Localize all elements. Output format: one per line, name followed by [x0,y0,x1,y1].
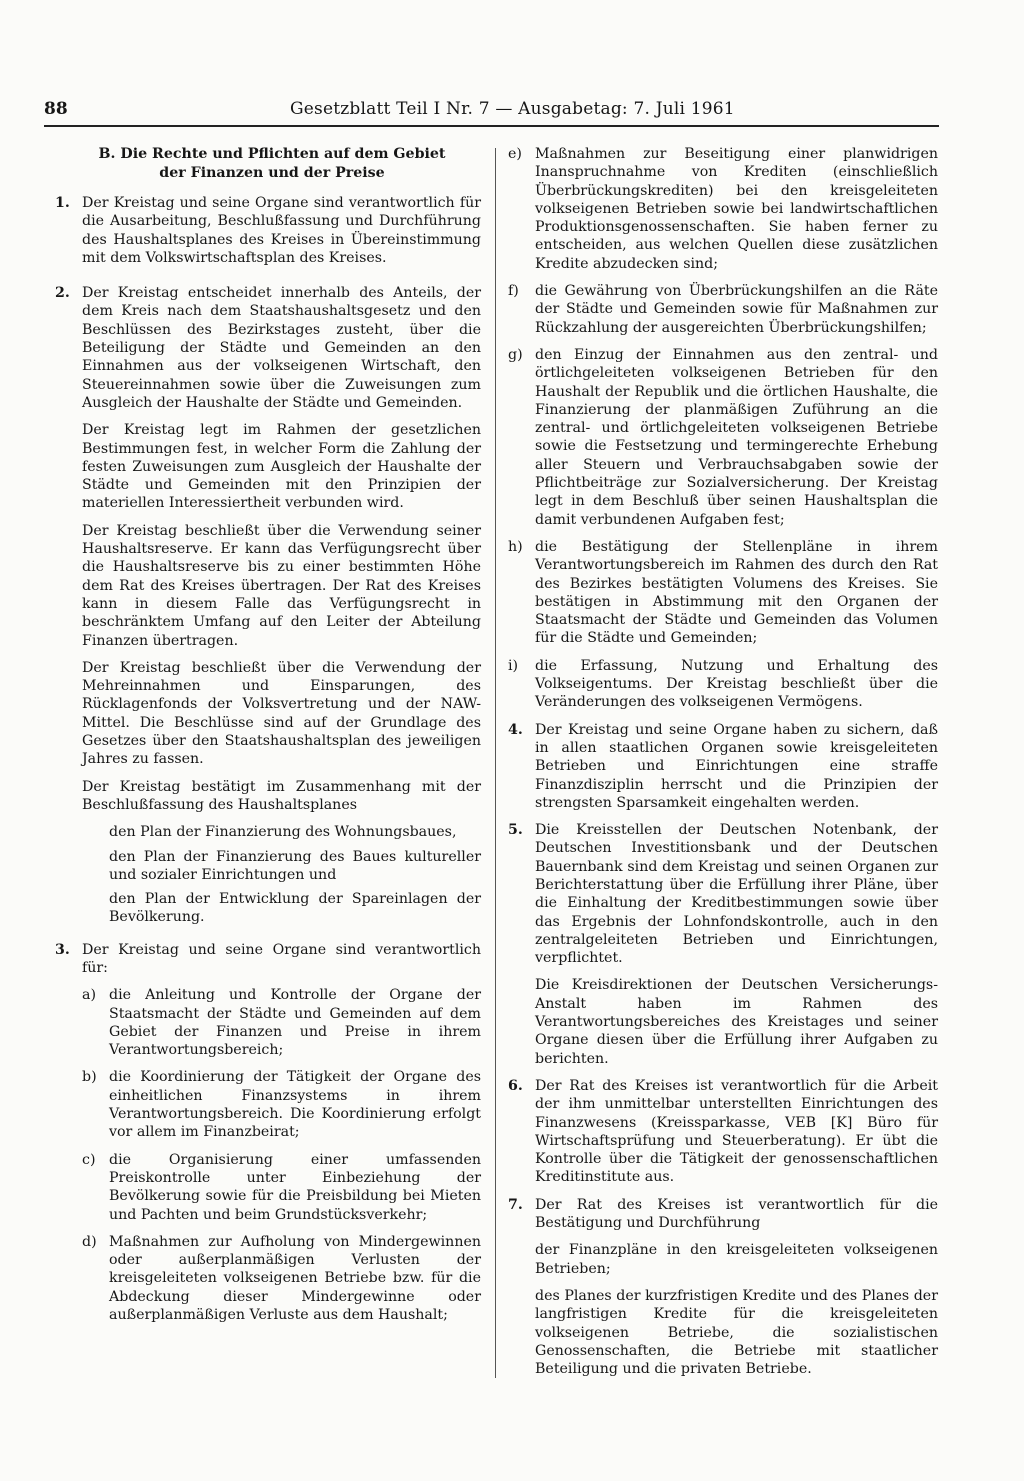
item-number: 7. [508,1196,523,1213]
item-text: Der Kreistag und seine Organe sind verantwortlich für: [82,941,481,976]
page-number: 88 [44,99,68,119]
item-text: Der Kreistag und seine Organe sind verantwortlich für die Ausarbeitung, Beschlußfassung und Durchführung des Haushaltsplanes des Kreises in Übereinstimmung mit dem Volkswirtschaftsplan des Kreises. [82,195,481,266]
paragraph: Der Kreistag bestätigt im Zusammenhang mit der Beschlußfassung des Haushaltsplanes [82,778,481,813]
column-divider [495,148,496,1378]
indented-paragraph: den Plan der Entwicklung der Spareinlagen der Bevölkerung. [109,891,481,926]
item-3 [55,941,481,978]
item-text: Der Kreistag entscheidet innerhalb des Anteils, der dem Kreis nach dem Staatshaushaltsgesetz und den Beschlüssen des Bezirkstages zusteht, über die Beteiligung der Städte und Gemeinden an den Einnahmen aus der volkseigenen Wirtschaft, den Steuereinnahmen sowie über die Zuweisungen zum Ausgleich der Haushalte der Städte und Gemeinden. [82,285,481,411]
item-4 [508,721,938,812]
sub-items [82,986,481,1324]
sub-item-c: c) die Organisierung einer umfassenden Preiskontrolle unter Einbeziehung der Bevölkerung sowie für die Preisbildung bei Mieten und Pachten und beim Grundstücksverkehr; [82,1151,481,1223]
paragraph: Der Kreistag legt im Rahmen der gesetzlichen Bestimmungen fest, in welcher Form die Zahlung der festen Zuweisungen zum Ausgleich der Haushalte der Städte und Gemeinden mit den Prinzipien der materiellen Interessiertheit verbunden wird. [82,422,481,512]
sub-item-b: b) die Koordinierung der Tätigkeit der Organe des einheitlichen Finanzsystems in ihrem Verantwortungsbereich. Die Koordinierung erfolgt vor allem im Finanzbeirat; [82,1069,481,1141]
header-rule [44,125,939,127]
header-title: Gesetzblatt Teil I Nr. 7 — Ausgabetag: 7. Juli 1961 [290,99,735,119]
sub-item-h: h) die Bestätigung der Stellenpläne in ihrem Verantwortungsbereich im Rahmen des durch den Rat des Bezirkes bestätigten Volumens des Kreises. Sie bestätigen in Abstimmung mit den Organen der Staatsmacht der Städte und Gemeinden das Volumen für die Städte und Gemeinden; [508,538,938,647]
paragraph: Der Kreistag beschließt über die Verwendung der Mehreinnahmen und Einsparungen, des Rücklagenfonds der Volksvertretung und der NAW-Mittel. Die Beschlüsse sind auf der Grundlage des Gesetzes über den Staatshaushaltsplan des jeweiligen Jahres zu fassen. [82,659,481,768]
sub-item-d: d) Maßnahmen zur Aufholung von Mindergewinnen oder außerplanmäßigen Verlusten der kreisgeleiteten volkseigenen Betriebe bzw. für die Abdeckung dieser Mindergewinne oder außerplanmäßigen Verluste aus dem Haushalt; [82,1233,481,1324]
indented-paragraph: der Finanzpläne in den kreisgeleiteten volkseigenen Betrieben; [535,1242,938,1277]
item-number: 2. [55,285,70,302]
paragraph: Die Kreisdirektionen der Deutschen Versicherungs-Anstalt haben im Rahmen des Verantwortungsbereiches des Kreistages und seiner Organe diesen über die Erfüllung ihrer Aufgaben zu berichten. [535,977,938,1067]
item-text: Der Rat des Kreises ist verantwortlich für die Bestätigung und Durchführung [535,1196,938,1232]
indented-paragraph: den Plan der Finanzierung des Baues kultureller und sozialer Einrichtungen und [109,848,481,883]
item-number: 6. [508,1077,523,1094]
item-6 [508,1077,938,1187]
item-7 [508,1196,938,1233]
sub-item-e: e) Maßnahmen zur Beseitigung einer planwidrigen Inanspruchnahme von Krediten (einschließlich Überbrückungskrediten) bei den kreisgeleiteten volkseigenen Betrieben sowie bei landwirtschaftlichen Produktionsgenossenschaften. Sie haben ferner zu entscheiden, aus welchen Quellen diese zusätzlichen Kredite abzudecken sind; [508,146,938,272]
sub-item-i: i) die Erfassung, Nutzung und Erhaltung des Volkseigentums. Der Kreistag beschließt über die Veränderungen des volkseigenen Vermögens. [508,657,938,711]
sub-item-a: a) die Anleitung und Kontrolle der Organe der Staatsmacht der Städte und Gemeinden auf dem Gebiet der Finanzen und Preise in ihrem Verantwortungsbereich; [82,987,481,1059]
indented-paragraph: den Plan der Finanzierung des Wohnungsbaues, [109,824,457,841]
left-column [55,145,481,1333]
paragraph: Der Kreistag beschließt über die Verwendung seiner Haushaltsreserve. Er kann das Verfügungsrecht über die Haushaltsreserve bis zu einer bestimmten Höhe dem Rat des Kreises übertragen. Der Rat des Kreises kann in diesem Falle das Verfügungsrecht in beschränktem Umfang auf den Leiter der Abteilung Finanzen übertragen. [82,522,481,649]
sub-item-g: g) den Einzug der Einnahmen aus den zentral- und örtlichgeleiteten volkseigenen Betrieben für den Haushalt der Republik und die örtlichen Haushalte, die Finanzierung der planmäßigen Zuführung an die zentral- und örtlichgeleiteten volkseigenen Betriebe sowie die Festsetzung und termingerechte Erhebung aller Steuern und Verbrauchsabgaben sowie der Pflichtbeiträge zur Sozialversicherung. Der Kreistag legt in dem Beschluß über seinen Haushaltsplan die damit verbundenen Aufgaben fest; [508,346,938,528]
item-number: 5. [508,822,523,839]
right-column [508,145,938,1387]
item-2 [55,284,481,412]
item-5 [508,821,938,967]
item-number: 4. [508,721,523,738]
item-number: 1. [55,195,70,211]
item-text: Der Kreistag und seine Organe haben zu sichern, daß in allen staatlichen Organen sowie kreisgeleiteten Betrieben und Einrichtungen eine straffe Finanzdisziplin herrscht und die Prinzipien der strengsten Sparsamkeit eingehalten werden. [535,721,938,811]
item-text: Der Rat des Kreises ist verantwortlich für die Arbeit der ihm unmittelbar unterstellten Einrichtungen des Finanzwesens (Kreissparkasse, VEB [K] Büro für Wirtschaftsprüfung und Steuerberatung). Er übt die Kontrolle über die Tätigkeit der genossenschaftlichen Kreditinstitute aus. [535,1077,938,1186]
item-number: 3. [55,941,70,958]
item-1 [55,194,481,267]
section-title: B. Die Rechte und Pflichten auf dem Gebiet der Finanzen und der Preise [98,146,446,181]
sub-item-f: f) die Gewährung von Überbrückungshilfen an die Räte der Städte und Gemeinden sowie für Maßnahmen zur Rückzahlung der ausgereichten Überbrückungshilfen; [508,283,938,336]
indented-paragraph: des Planes der kurzfristigen Kredite und des Planes der langfristigen Kredite für die kreisgeleiteten volkseigenen Betriebe, die sozialistischen Genossenschaften, die Betriebe mit staatlicher Beteiligung und die privaten Betriebe. [535,1287,938,1378]
item-text: Die Kreisstellen der Deutschen Notenbank, der Deutschen Investitionsbank und der Deutschen Bauernbank sind dem Kreistag und seinen Organen zur Berichterstattung über die Erfüllung ihrer Pläne, über die Einhaltung der Kreditbestimmungen sowie über das Ergebnis der Lohnfondskontrolle, auch in den zentralgeleiteten Betrieben und Einrichtungen, verpflichtet. [535,822,938,967]
